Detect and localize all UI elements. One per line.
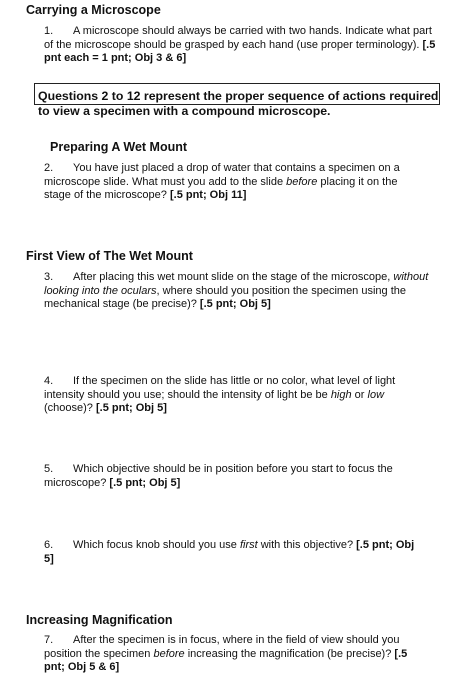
- question-text: (choose)?: [44, 402, 93, 415]
- question-5: [44, 463, 416, 490]
- emphasis-text: before: [153, 647, 185, 660]
- question-text: increasing the magnification (be precise)?: [187, 647, 392, 660]
- question-4: [44, 375, 418, 416]
- question-text: Which objective should be in position before you start to focus the microscope?: [44, 463, 393, 489]
- section-title-increasing-magnification: Increasing Magnification: [26, 613, 173, 627]
- emphasis-text: high: [330, 388, 352, 401]
- question-number: 1.: [44, 25, 54, 37]
- question-number: 7.: [44, 634, 54, 646]
- points-label: [.5 pnt; Obj 11]: [169, 189, 247, 202]
- points-label: [.5 pnt; Obj 5]: [44, 539, 415, 565]
- question-text: After the specimen is in focus, where in the field of view should you position the specimen: [44, 634, 400, 660]
- points-label: [.5 pnt; Obj 5 & 6]: [44, 647, 408, 674]
- question-number: 5.: [44, 463, 54, 475]
- emphasis-text: without looking into the oculars: [44, 271, 429, 297]
- question-text: If the specimen on the slide has little or no color, what level of light intensity should you use; should the intensity of light be be: [44, 375, 396, 401]
- question-text: or: [354, 388, 365, 401]
- points-label: [.5 pnt each = 1 pnt; Obj 3 & 6]: [44, 38, 436, 65]
- question-text: A microscope should always be carried with two hands. Indicate what part of the microscope should be grasped by each hand (use proper terminology).: [44, 25, 432, 51]
- question-number: 4.: [44, 375, 54, 387]
- question-text: Which focus knob should you use: [73, 539, 237, 551]
- question-number: 2.: [44, 162, 54, 174]
- question-text: , where should you position the specimen using the mechanical stage (be precise)?: [44, 284, 407, 311]
- question-text: placing it on the stage of the microscope?: [44, 175, 398, 202]
- question-1: [44, 25, 436, 66]
- question-number: 3.: [44, 271, 54, 283]
- points-label: [.5 pnt; Obj 5]: [95, 402, 167, 415]
- question-number: 6.: [44, 539, 54, 551]
- question-text: You have just placed a drop of water that contains a specimen on a microscope slide. What must you add to the slide: [44, 162, 400, 188]
- section-title-wet-mount: Preparing A Wet Mount: [50, 140, 188, 154]
- question-7: [44, 634, 414, 675]
- question-2: [44, 162, 424, 203]
- question-3: [44, 271, 430, 312]
- question-text: with this objective?: [260, 539, 354, 551]
- emphasis-text: before: [286, 175, 318, 188]
- question-text: After placing this wet mount slide on the stage of the microscope,: [73, 271, 391, 283]
- sequence-callout-text: Questions 2 to 12 represent the proper sequence of actions required to view a specimen with a compound microscope.: [38, 89, 439, 118]
- section-title-first-view: First View of The Wet Mount: [26, 249, 193, 263]
- points-label: [.5 pnt; Obj 5]: [199, 298, 271, 311]
- emphasis-text: first: [239, 539, 258, 551]
- question-6: [44, 539, 424, 566]
- section-title-carrying: Carrying a Microscope: [26, 3, 161, 17]
- emphasis-text: low: [367, 388, 385, 401]
- points-label: [.5 pnt; Obj 5]: [109, 476, 181, 489]
